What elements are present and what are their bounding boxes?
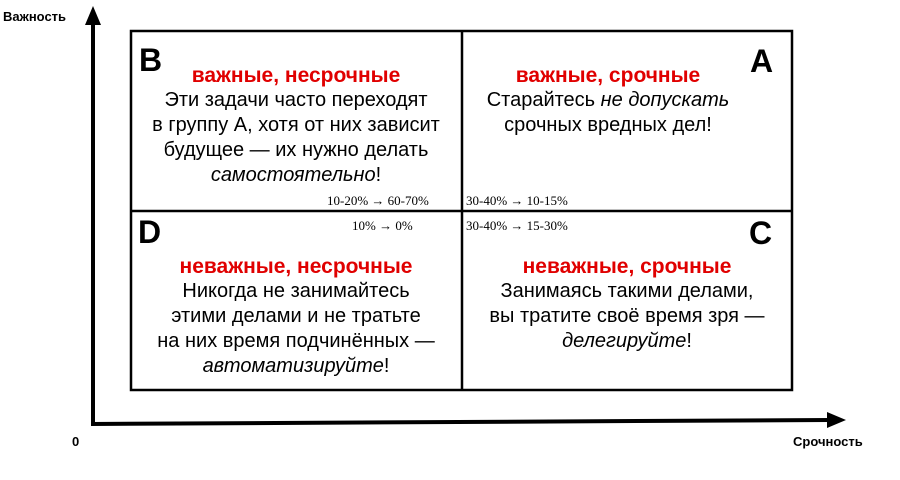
quadrant-d-title: неважные, несрочные (179, 255, 413, 278)
quadrant-d-line-4 (131, 354, 461, 379)
quadrant-a-percent: 30-40% → 10-15% (466, 193, 568, 208)
x-axis-line (91, 420, 830, 424)
y-axis-arrow (85, 6, 101, 25)
quadrant-c-emphasis: делегируйте (562, 330, 687, 352)
quadrant-b-line-4 (131, 163, 461, 188)
quadrant-d-line-3: на них время подчинённых — (157, 330, 435, 352)
quadrant-c-text (462, 254, 792, 354)
quadrant-d-line-1: Никогда не занимайтесь (182, 280, 410, 302)
x-axis-label: Срочность (793, 434, 863, 449)
quadrant-c-title: неважные, срочные (522, 255, 732, 278)
quadrant-c-letter: C (749, 215, 773, 251)
quadrant-b-percent: 10-20% → 60-70% (327, 193, 429, 208)
quadrant-a-line-1-start: Старайтесь (486, 89, 601, 111)
quadrant-c-percent: 30-40% → 15-30% (466, 218, 568, 233)
quadrant-c-exclamation: ! (686, 330, 692, 352)
quadrant-b-letter: B (139, 42, 163, 78)
quadrant-a-text (462, 63, 754, 138)
quadrant-d-percent: 10% → 0% (352, 218, 413, 233)
quadrant-d-exclamation: ! (383, 355, 390, 377)
quadrant-c-line-3 (462, 329, 792, 354)
quadrant-b-exclamation: ! (375, 164, 382, 186)
quadrant-d-text (131, 254, 461, 379)
quadrant-a-letter: A (750, 43, 774, 79)
quadrant-c-line-2: вы тратите своё время зря — (489, 305, 765, 327)
quadrant-b-emphasis: самостоятельно (210, 164, 376, 186)
quadrant-a-title: важные, срочные (515, 64, 701, 87)
quadrant-a-line-1 (462, 88, 754, 113)
quadrant-a-line-2: срочных вредных дел! (504, 114, 712, 136)
x-axis-arrow (827, 412, 846, 428)
quadrant-b-line-1: Эти задачи часто переходят (164, 89, 428, 111)
quadrant-b-title: важные, несрочные (191, 64, 401, 87)
y-axis-label: Важность (3, 9, 67, 24)
quadrant-b-line-2: в группу А, хотя от них зависит (152, 114, 440, 136)
quadrant-a-emphasis: не допускать (600, 89, 730, 111)
quadrant-d-line-2: этими делами и не тратьте (171, 305, 421, 327)
quadrant-c-line-1: Занимаясь такими делами, (500, 280, 754, 302)
quadrant-b-line-3: будущее — их нужно делать (163, 139, 429, 161)
quadrant-d-letter: D (138, 214, 162, 250)
quadrant-b-text (131, 63, 461, 188)
origin-label: 0 (72, 434, 80, 449)
quadrant-d-emphasis: автоматизируйте (202, 355, 384, 377)
